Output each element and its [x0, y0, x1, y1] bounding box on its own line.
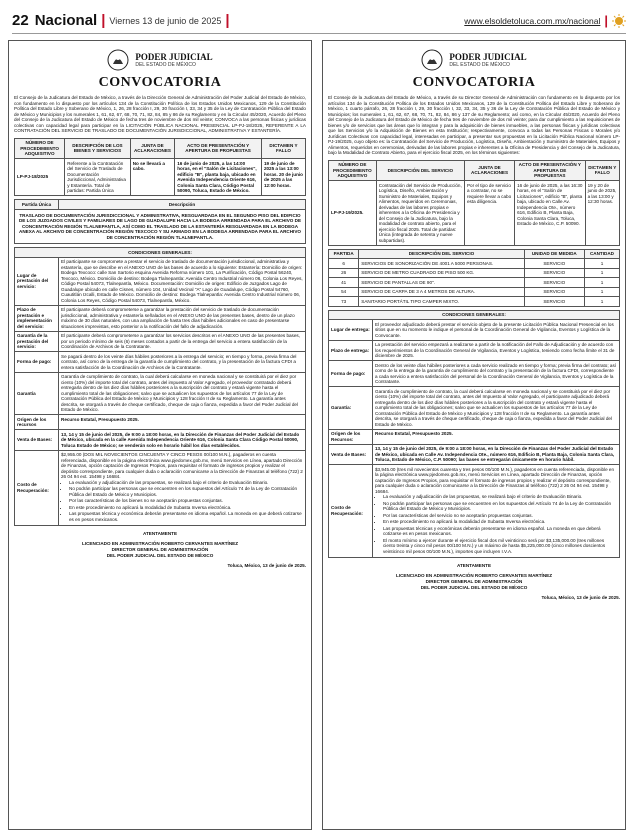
list-item: • Por las características de los bienes no se aceptarán propuestas conjuntas.: [69, 498, 303, 504]
item-cantidad: 1: [584, 259, 619, 269]
item-cantidad: 1: [584, 297, 619, 307]
list-item: • No podrán participar las personas que se encuentren en los supuestos del Artículo 74 de la Ley de Contratación Pública del Estado de México y Municipios.: [69, 486, 303, 497]
condition-text: Dentro de los veinte días hábiles posteriores a cada servicio realizado en tiempo y forma; previa firma del contrato; así como de la entrega de la garantía de cumplimiento del contrato y la presentación de la factura CFDI, correspondiente a cada servicio a entera satisfacción del personal de la Coordinación General de Vigilancia, Eventos y Logística de la Contratante.: [373, 361, 620, 387]
condition-text: Recurso Estatal, Presupuesto 2025.: [373, 429, 620, 444]
table-row: [329, 268, 620, 278]
section-title: Nacional: [34, 12, 98, 29]
col-header: DESCRIPCIÓN DE LOS BIENES Y SERVICIOS: [65, 138, 131, 159]
item-desc: SERVICIO DE PANTALLAS DE 90".: [359, 278, 524, 288]
atentamente: ATENTAMENTE: [142, 530, 178, 536]
divider-icon: |: [225, 12, 230, 29]
place-date: Toluca, México, 13 de junio de 2025.: [541, 595, 620, 600]
page-number: 22: [12, 12, 29, 29]
procedure-description: Referente a la Contratación del Servicio de Traslado de Documentación Jurisdiccional, Administrativa y Estantería. Total de partidas: Partida Única: [65, 159, 131, 196]
procedure-number: LP-PJ-19/2025.: [329, 181, 377, 246]
item-unidad: SERVICIO: [524, 259, 584, 269]
condition-text: La prestación del servicio empezará a realizarse a partir de la notificación del Fallo de Adjudicación y de acuerdo con los requerimientos de la Coordinación General de Vigilancia, Eventos y Logística, teniendo como fecha límite el 31 de diciembre de 2025.: [373, 340, 620, 361]
partida-table: [14, 199, 306, 244]
col-header: JUNTA DE ACLARACIONES: [130, 138, 175, 159]
item-unidad: SERVICIO: [524, 297, 584, 307]
list-item: • La evaluación y adjudicación de las propuestas, se realizará bajo el criterio de Evaluación Binario.: [383, 494, 617, 500]
col-header: Partida Única: [15, 200, 59, 210]
list-item: • La evaluación y adjudicación de las propuestas, se realizará bajo el criterio de Evaluación Binario.: [69, 480, 303, 486]
condition-text: 13, 14 y 15 de junio del 2025, de 9:00 a 18:00 horas, en la Dirección de Finanzas del Poder Judicial del Estado de México, ubicada en la calle Avenida Independencia Oriente 616, Colonia Santa Clara Código Postal 50090, Toluca Estado de México; se venderán solo en horario hábil los días establecidos.: [59, 430, 306, 451]
condition-label: Lugar de prestación del servicio:: [15, 257, 59, 305]
table-row: [329, 287, 620, 297]
junta-aclaraciones: No se llevará a cabo.: [130, 159, 175, 196]
condition-label: Venta de Bases:: [15, 430, 59, 451]
convocatoria-title: CONVOCATORIA: [412, 75, 536, 90]
item-unidad: SERVICIO: [524, 268, 584, 278]
divider-icon: |: [101, 12, 106, 29]
list-item: • En este procedimiento no aplicará la modalidad de Subasta Inversa electrónica.: [383, 519, 617, 525]
brand-title: PODER JUDICIAL: [449, 52, 527, 62]
table-row: [329, 297, 620, 307]
item-unidad: SERVICIO: [524, 278, 584, 288]
item-partida: 6: [329, 259, 359, 269]
col-header: DESCRIPCIÓN DEL SERVICIO: [376, 160, 464, 181]
right-convocatoria: [322, 40, 626, 830]
website-link[interactable]: www.elsoldetoluca.com.mx/nacional: [464, 15, 601, 26]
list-item: • El monto mínimo a ejercer durante el ejercicio fiscal dos mil veinticinco será por $3,135,000.00 (tres millones ciento treinta y cinco mil pesos 00/100 M.N.) y un máximo de hasta $5,225,000.00 (cinco millones doscientos veinticinco mil pesos 00/100 M.N.), importes que incluyen I.V.A.: [383, 538, 617, 555]
condition-text: El participante deberá comprometerse a garantizar los servicios descritos en el ANEXO UNO de las presentes bases, por un periodo mínimo de seis (6) meses contados a partir de la entrega del servicio a entera satisfacción de la Coordinación de Archivos de la Contratante.: [59, 331, 306, 352]
condition-cell: [59, 450, 306, 525]
condition-label: Lugar de entrega:: [329, 320, 373, 341]
place-date: Toluca, México, 13 de junio de 2025.: [227, 563, 306, 568]
condition-bullets: [375, 494, 617, 554]
item-desc: SERVICIOS DE SONORIZACIÓN DE 4001 A 5000 PERSONAS.: [359, 259, 524, 269]
newspaper-logo-icon: [612, 14, 626, 28]
conditions-header: CONDICIONES GENERALES:: [329, 310, 620, 320]
item-desc: SANITARIO PORTÁTIL TIPO CAMPER MIXTO.: [359, 297, 524, 307]
condition-cell: [373, 465, 620, 558]
acto-presentacion: 16 de junio de 2025, a las 14:00 horas, en el "Salón de Licitaciones", edificio "B", planta baja, ubicado en Avenida Independencia Oriente 616, Colonia Santa Clara, Código Postal 50090, Toluca, Estado de México.: [175, 159, 262, 196]
condition-text: El proveedor adjudicado deberá prestar el servicio objeto de la presente Licitación Pública Nacional Presencial en los sitios que en su momento le indique el personal de la Coordinación General de Vigilancia, Eventos y Logística de la Convocante.: [373, 320, 620, 341]
brand-subtitle: DEL ESTADO DE MÉXICO: [449, 62, 510, 68]
condition-text: Se pagará dentro de los veinte días hábiles posteriores a la entrega del servicio; en tiempo y forma, previa firma del contrato, así como de la entrega de la garantía de cumplimiento del contrato, y la presentación de la factura CFDI a entera satisfacción de la Coordinación de Archivos de la Contratante.: [59, 352, 306, 373]
col-header: NÚMERO DE PROCEDIMIENTO ADQUISITIVO: [15, 138, 65, 159]
intro-paragraph: El Consejo de la Judicatura del Estado de México, a través de la Dirección General de Administración del Poder Judicial del Estado de México, con fundamento en lo dispuesto por los artículos 134 de la Constitución Política de los Estados Unidos Mexicanos, 129 de la Constitución Política del Estado Libre y Soberano de México, 1, 26, 28 fracción I, 29, 30 fracción I, 33, 34 y 35 de la Ley de Contratación Pública del Estado de México y Municipios y los numerales 1, 61, 62, 67, 68, 70, 71, 82, 84, 85 y 86 de su Reglamento y en la Circular 45/2020, Acuerdo del Pleno del Consejo de la Judicatura del Estado de México de fecha tres de noviembre de dos mil veinte; CONVOCA a las personas físicas y jurídicas colectivas con capacidad legal para participar en la LICITACIÓN PÚBLICA NACIONAL PRESENCIAL LP-PJ-18/2025, REFERENTE A LA CONTRATACIÓN DEL SERVICIO DE TRASLADO DE DOCUMENTACIÓN JURISDICCIONAL, ADMINISTRATIVA Y ESTANTERÍA.: [14, 95, 306, 133]
condition-label: Plazo de entrega:: [329, 340, 373, 361]
condition-text: 13, 14 y 15 de junio del 2025, de 9:00 a 18:00 horas, en la Dirección de Finanzas del Poder Judicial del Estado de México, ubicada en Calle Av. Independencia Ote., número 616, Edificio B, Planta Baja, Colonia Santa Clara, Toluca, Estado de México, C.P. 50090; las bases se entregarán únicamente en horario hábil.: [373, 444, 620, 465]
signature-block: [14, 541, 306, 559]
list-item: • En este procedimiento no aplicará la modalidad de Subasta Inversa electrónica.: [69, 505, 303, 511]
item-partida: 54: [329, 287, 359, 297]
procedure-table: [328, 160, 620, 246]
table-row: [329, 259, 620, 269]
condition-label: Forma de pago:: [15, 352, 59, 373]
item-partida: 73: [329, 297, 359, 307]
condition-label: Garantía:: [329, 387, 373, 430]
condition-text: Garantía de cumplimiento de contrato, la cual deberá calcularse en moneda nacional y se constituirá por el diez por ciento (10%) del importe total del contrato, antes del impuesto al Valor Agregado, el proveedor contratado deberá entregarla dentro de los diez días hábiles posteriores a la suscripción del contrato y estará vigente hasta el cumplimiento total de las obligaciones; salvo que se actualicen los supuestos de los artículos 77 de la Ley de Contratación Pública del Estado de México y Municipios y 128 fracción II de su Reglamento. La garantía antes descrita, se otorgará a través de cheque certificado, cheque de caja o fianza, expedida a favor del Poder Judicial del Estado de México.: [59, 372, 306, 415]
condition-label: Garantía: [15, 372, 59, 415]
item-cantidad: 1: [584, 278, 619, 288]
col-header: ACTO DE PRESENTACIÓN Y APERTURA DE PROPUESTAS: [515, 160, 585, 181]
signature-block: [328, 573, 620, 591]
signer-role: DIRECTOR GENERAL DE ADMINISTRACIÓN: [425, 579, 523, 584]
conditions-table: [328, 310, 620, 558]
condition-label: Costo de Recuperación:: [15, 450, 59, 525]
junta-aclaraciones: Por el tipo de servicio a contratar, no se requiere llevar a cabo esta diligencia.: [464, 181, 514, 246]
dictamen-fallo: 19 de junio de 2025 a las 13:00 horas. 20 de junio de 2025 a las 12:00 horas.: [261, 159, 305, 196]
item-desc: SERVICIO DE METRO CUADRADO DE PISO 500 KG.: [359, 268, 524, 278]
list-item: • No podrán participar las personas que se encuentren en los supuestos del Artículo 74 de la Ley de Contratación Pública del Estado de México y Municipios.: [383, 501, 617, 512]
col-header: DICTAMEN Y FALLO: [261, 138, 305, 159]
conditions-table: [14, 247, 306, 526]
condition-label: Plazo de prestación e implementación del servicio:: [15, 305, 59, 331]
col-header: CANTIDAD: [584, 249, 619, 259]
coat-of-arms-icon: [107, 49, 129, 71]
page-header: [12, 8, 626, 34]
col-header: JUNTA DE ACLARACIONES: [464, 160, 514, 181]
condition-label: Forma de pago:: [329, 361, 373, 387]
item-unidad: SERVICIO: [524, 287, 584, 297]
signer-org: DEL PODER JUDICIAL DEL ESTADO DE MÉXICO: [106, 553, 214, 558]
item-partida: 26: [329, 268, 359, 278]
condition-text: Garantía de cumplimiento de contrato, la cual deberá calcularse en moneda nacional y se constituirá por el diez por ciento (10%) del importe total del contrato, antes del Impuesto al Valor Agregado, el participante adjudicado deberá entregarla dentro de los diez días hábiles posteriores a la suscripción del contrato y estará vigente hasta el cumplimiento total de las obligaciones; salvo que se actualicen los supuestos de los artículos 77 de la Ley de Contratación Pública del Estado de México y Municipios y 128 fracción II de su Reglamento. La garantía antes descrita, se otorgará a través de cheque certificado, cheque de caja o fianza, expedida a favor del Poder Judicial del Estado de México.: [373, 387, 620, 430]
col-header: ACTO DE PRESENTACIÓN Y APERTURA DE PROPUESTAS: [175, 138, 262, 159]
divider-icon: |: [604, 13, 608, 28]
signer-name: LICENCIADO EN ADMINISTRACIÓN ROBERTO CERVANTES MARTÍNEZ: [395, 573, 553, 578]
condition-text: $3,945.00 (tres mil novecientos cuarenta y tres pesos 00/100 M.N.), pagaderos en cuenta referenciada, disponible en la página electrónica www.pjedomex.gob.mx, menú Servicios en Línea, apartado Dirección de Finanzas, opción captación de Ingresos Propios, para requisitar el formato de ingresos propios y realizar el depósito correspondiente, para cualquier duda o aclaración comunicarse a la Dirección de Finanzas al teléfono (722) 2 26 04 94 ext. 15498 y 16684.: [375, 466, 615, 494]
brand-block: [328, 49, 620, 71]
list-item: • Las propuestas técnicas y económicas deberán presentarse en idioma español. La moneda en que deberá cotizarse es en pesos mexicanos.: [383, 526, 617, 537]
atentamente: ATENTAMENTE: [456, 562, 492, 568]
convocatoria-title: CONVOCATORIA: [98, 75, 222, 90]
condition-text: El participante se compromete a prestar el servicio de traslado de documentación jurisdiccional, administrativa y estantería, que se describe en el ANEXO UNO de las bases de acuerdo a lo siguiente: Estantería: Domicilio de origen: Bodega Texcoco: calle San Sartorio esquina Avenida Reforma número 101, La Purificación, Código Postal 56240, Texcoco, México. Domicilio de destino: Bodega Tlalnepantla: Avenida Centro Industrial número 06, Colonia Los Reyes, Código Postal 54073, Tlalnepantla, México. Documentación: Domicilio de origen: Edificio de Juzgados Lago de Guadalupe ubicado en calle Cisnes, número 104, Unidad Vecinal "A" Lago de Guadalupe, Código Postal 54760, Cuautitlán Izcalli, Estado de México. Domicilio de destino: Bodega Tlalnepantla: Avenida Centro Industrial número 06, Colonia Los Reyes, Código Postal 54073, Tlalnepantla, México.: [59, 257, 306, 305]
condition-label: Venta de Bases:: [329, 444, 373, 465]
condition-label: Garantía de la prestación del servicio:: [15, 331, 59, 352]
condition-text: $2,955.00 (DOS MIL NOVECIENTOS CINCUENTA Y CINCO PESOS 00/100 M.N.), pagaderos en cuenta referenciada, disponible en la página electrónica www.pjedomex.gob.mx, menú Servicios en Línea, apartado Dirección de Finanzas, opción captación de Ingresos Propios, para requisitar el formato de ingresos propios y realizar el depósito correspondiente, para cualquier duda o aclaración comunicarse a la Dirección de Finanzas al teléfono (722) 2 26 04 94 ext. 15498 y 16684.: [61, 452, 303, 479]
item-partida: 41: [329, 278, 359, 288]
item-desc: SERVICIO DE CARPA DE 3 A 4 METROS DE ALTURA.: [359, 287, 524, 297]
signer-name: LICENCIADO EN ADMINISTRACIÓN ROBERTO CERVANTES MARTÍNEZ: [81, 541, 239, 546]
table-row: [329, 278, 620, 288]
intro-paragraph: El Consejo de la Judicatura del Estado de México, a través de su Director General de Administración con fundamento en lo dispuesto por los artículos 134 de la Constitución Política de los Estados Unidos Mexicanos, 129 de la Constitución Política del Estado Libre y Soberano de México, 1 cuarto párrafo, 26, 28 fracción I, 29, 30 fracción I, 32, 33, 34, 35 y 36 de la Ley de Contratación Pública del Estado de México y Municipios; los numerales 1, 61, 62, 67, 68, 70, 71, 82, 84, 86 y 137 de su Reglamento; así como, en la Circular 45/2020, Acuerdo del Pleno del Consejo de la Judicatura del Estado de México de fecha tres de noviembre de dos mil veinte; para dar cumplimiento a las requisiciones de bienes y/o de servicios que las áreas que lo integran y para la adquisición de bienes inmuebles, a las personas físicas y jurídicas colectivas que los Servicios y/o la Adquisición de Bienes en esta Institución; respectivamente, convoca a todas las Personas Físicas o Morales y/o Jurídicas Colectivas con capacidad legal, interesadas en participar, a presentar sus propuestas en la Licitación Pública Nacional número LP-PJ-19/2025, cuyo objeto es: la Contratación del Servicio de Producción, Logística, Diseño, Ambientación y Suministro de Materiales, Equipos y Alimentos, requeridos en ceremonias, derivadas de las labores propias e inherentes a la Oficina de Presidencia y del Consejo de la Judicatura, bajo la Modalidad de Contrato Abierto, para el ejercicio fiscal 2025, en los términos siguientes:: [328, 95, 620, 155]
coat-of-arms-icon: [421, 49, 443, 71]
left-convocatoria: [8, 40, 312, 830]
brand-title: PODER JUDICIAL: [135, 52, 213, 62]
col-header: DICTAMEN Y FALLO: [585, 160, 619, 181]
condition-label: Costo de Recuperación:: [329, 465, 373, 558]
item-cantidad: 1: [584, 287, 619, 297]
brand-subtitle: DEL ESTADO DE MÉXICO: [135, 62, 196, 68]
procedure-number: LP-PJ-18/2025: [15, 159, 65, 196]
condition-label: Origen de los recursos: [15, 415, 59, 430]
dictamen-fallo: 19 y 20 de junio de 2025, a las 13:00 y 12:30 horas.: [585, 181, 619, 246]
condition-bullets: [61, 480, 303, 523]
procedure-table: [14, 138, 306, 197]
conditions-header: CONDICIONES GENERALES:: [15, 248, 306, 258]
items-table: [328, 249, 620, 307]
col-header: PARTIDA: [329, 249, 359, 259]
partida-description: TRASLADO DE DOCUMENTACIÓN JURISDICCIONAL Y ADMINISTRATIVA, RESGUARDADA EN EL SEGUNDO PISO DEL EDIFICIO DE LOS JUZGADOS CIVILES Y FAMILIARES DE LAGO DE GUADALUPE HACIA LA BODEGA ARRENDADA PARA EL ARCHIVO DE CONCENTRACIÓN REGIÓN TLALNEPANTLA, ASÍ COMO EL TRASLADO DE LA ESTANTERÍA RESGUARDADA EN LA BODEGA ANEXA AL ARCHIVO DE CONCENTRACIÓN REGIÓN TEXCOCO Y SU ARMADO EN LA BODEGA ARRENDADA PARA EL ARCHIVO DE CONCENTRACIÓN REGIÓN TLALNEPANTLA.: [15, 209, 306, 244]
col-header: UNIDAD DE MEDIDA: [524, 249, 584, 259]
signer-org: DEL PODER JUDICIAL DEL ESTADO DE MÉXICO: [420, 585, 528, 590]
condition-text: Recurso Estatal, Presupuesto 2025.: [59, 415, 306, 430]
brand-block: [14, 49, 306, 71]
item-cantidad: 1: [584, 268, 619, 278]
list-item: • Por las características del servicio no se aceptarán propuestas conjuntas.: [383, 513, 617, 519]
list-item: • Las propuestas técnica y económica deberán presentarse en idioma español. La moneda en que deberá cotizarse es en pesos mexicanos.: [69, 511, 303, 522]
signer-role: DIRECTOR GENERAL DE ADMINISTRACIÓN: [111, 547, 209, 552]
condition-label: Origen de los Recursos:: [329, 429, 373, 444]
col-header: Descripción: [59, 200, 306, 210]
procedure-description: Contratación del Servicio de Producción, Logística, Diseño, Ambientación y Suministro de Materiales, Equipos y Alimentos, requeridos en Ceremonias, derivadas de las labores propias e inherentes a la Oficina de Presidencia y del Consejo de la Judicatura, bajo la modalidad de contrato abierto, para el ejercicio fiscal 2025. Total de partidas: Única (integrada de setenta y nueve subpartidas).: [376, 181, 464, 246]
condition-text: El participante deberá comprometerse a garantizar la prestación del servicio de traslado de documentación jurisdiccional, administrativa y estantería señalados en el ANEXO UNO de las presentes bases, dentro de un plazo máximo de 30 días naturales, con una ampliación de hasta tres días hábiles adicionales en caso de presentarse situaciones imprevistas, esto posterior a la notificación del fallo de adjudicación.: [59, 305, 306, 331]
col-header: NÚMERO DE PROCEDIMIENTO ADQUISITIVO: [329, 160, 377, 181]
acto-presentacion: 16 de junio de 2025, a las 16:30 horas, en el "Salón de Licitaciones", edificio "B", planta baja, ubicado en Calle Av. Independencia Ote., número 616, Edificio B, Planta Baja, Colonia Santa Clara, Toluca, Estado de México, C.P. 50090.: [515, 181, 585, 246]
publication-date: Viernes 13 de junio de 2025: [109, 15, 222, 26]
col-header: DESCRIPCIÓN DEL SERVICIO: [359, 249, 524, 259]
